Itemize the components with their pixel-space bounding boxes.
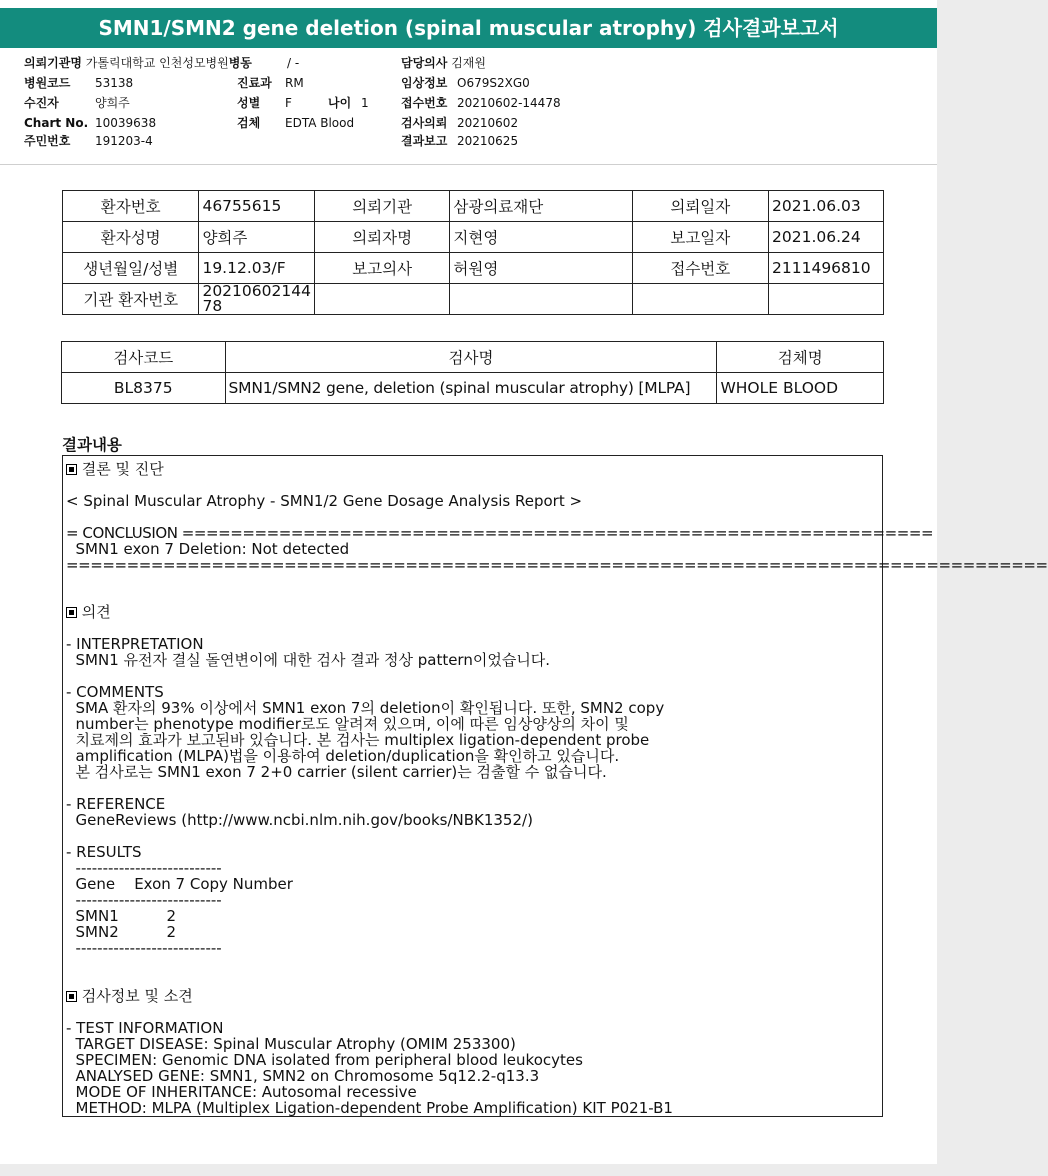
dash-line: --------------------------- — [66, 891, 222, 909]
comment-line: number는 phenotype modifier로도 알려져 있으며, 이에 따른 임상양상의 차이 및 — [66, 715, 629, 733]
conclusion-end-line: ================================================================================= — [66, 556, 1048, 574]
comment-line: 치료제의 효과가 보고된바 있습니다. 본 검사는 multiplex ligation-dependent probe — [66, 731, 650, 749]
table-row — [63, 284, 884, 315]
chart-label: Chart No. — [24, 116, 89, 130]
patient-value: 양희주 — [95, 96, 130, 110]
gene-row: SMN2 2 — [66, 923, 176, 941]
institution-value: 가톨릭대학교 인천성모병원 — [85, 56, 229, 70]
receipt-label: 접수번호 — [401, 96, 448, 110]
doctor-label: 담당의사 — [401, 56, 448, 70]
table-cell: 보고의사 — [314, 253, 449, 284]
sex-value: F — [285, 96, 292, 110]
interpretation-heading: - INTERPRETATION — [66, 635, 204, 653]
table-cell — [632, 284, 768, 315]
specimen-label: 검체 — [237, 116, 261, 130]
report-date-value: 20210625 — [457, 134, 519, 148]
clinical-label: 임상정보 — [401, 76, 448, 90]
table-cell: 환자성명 — [63, 222, 199, 253]
id-label: 주민번호 — [24, 134, 71, 148]
table-cell: 의뢰일자 — [632, 191, 768, 222]
table-cell — [450, 284, 632, 315]
test-info-line: SPECIMEN: Genomic DNA isolated from peripheral blood leukocytes — [66, 1051, 583, 1069]
table-cell: 삼광의료재단 — [450, 191, 632, 222]
test-info-line: MODE OF INHERITANCE: Autosomal recessive — [66, 1083, 417, 1101]
gene-row: SMN1 2 — [66, 907, 176, 925]
results-column-header: Gene Exon 7 Copy Number — [66, 875, 293, 893]
table-cell: WHOLE BLOOD — [717, 373, 884, 404]
comments-heading: - COMMENTS — [66, 683, 164, 701]
dash-line: --------------------------- — [66, 859, 222, 877]
section-test-info: 검사정보 및 소견 — [66, 988, 193, 1004]
test-info-heading: - TEST INFORMATION — [66, 1019, 224, 1037]
table-cell: BL8375 — [62, 373, 226, 404]
age-value: 1 — [361, 96, 369, 110]
test-info-line: ANALYSED GENE: SMN1, SMN2 on Chromosome 5q12.2-q13.3 — [66, 1067, 540, 1085]
comment-line: SMA 환자의 93% 이상에서 SMN1 exon 7의 deletion이 확인됩니다. 또한, SMN2 copy — [66, 699, 665, 717]
section-conclusion: 결론 및 진단 — [66, 461, 164, 477]
table-cell: 2111496810 — [769, 253, 884, 284]
table-cell: 환자번호 — [63, 191, 199, 222]
patient-info-table — [62, 190, 884, 315]
table-header-row — [62, 342, 884, 373]
section-opinion: 의견 — [66, 604, 111, 620]
table-cell: 2021.06.24 — [769, 222, 884, 253]
institution-label: 의뢰기관명 — [24, 56, 82, 70]
table-cell — [314, 284, 449, 315]
results-heading: - RESULTS — [66, 843, 142, 861]
table-cell: 의뢰자명 — [314, 222, 449, 253]
age-label: 나이 — [328, 96, 352, 110]
doctor — [401, 56, 486, 70]
comment-line: 본 검사로는 SMN1 exon 7 2+0 carrier (silent carrier)는 검출할 수 없습니다. — [66, 763, 607, 781]
conclusion-line: = CONCLUSION ============================================================== — [66, 524, 934, 542]
table-cell: 46755615 — [199, 191, 314, 222]
table-cell: 20210602144 78 — [199, 284, 314, 315]
table-cell: 허원영 — [450, 253, 632, 284]
report-date-label: 결과보고 — [401, 134, 448, 148]
test-info-line: METHOD: MLPA (Multiplex Ligation-dependent Probe Amplification) KIT P021-B1 — [66, 1099, 673, 1117]
table-cell: 지현영 — [450, 222, 632, 253]
table-cell: 양희주 — [199, 222, 314, 253]
reference-heading: - REFERENCE — [66, 795, 166, 813]
filled-square-icon — [66, 464, 77, 475]
table-row — [63, 191, 884, 222]
hospital-code-label: 병원코드 — [24, 76, 71, 90]
table-cell: 19.12.03/F — [199, 253, 314, 284]
table-cell: 생년월일/성별 — [63, 253, 199, 284]
receipt-value: 20210602-14478 — [457, 96, 561, 110]
filled-square-icon — [66, 991, 77, 1002]
dept-label: 진료과 — [237, 76, 272, 90]
sex-label: 성별 — [237, 96, 261, 110]
table-row — [63, 253, 884, 284]
results-title: 결과내용 — [62, 436, 122, 454]
table-row — [63, 222, 884, 253]
table-cell: 의뢰기관 — [314, 191, 449, 222]
request-value: 20210602 — [457, 116, 519, 130]
table-cell: SMN1/SMN2 gene, deletion (spinal muscular atrophy) [MLPA] — [225, 373, 717, 404]
test-table — [61, 341, 884, 404]
table-header-cell: 검사명 — [225, 342, 717, 373]
test-info-line: TARGET DISEASE: Spinal Muscular Atrophy (OMIM 253300) — [66, 1035, 516, 1053]
filled-square-icon — [66, 607, 77, 618]
comment-line: amplification (MLPA)법을 이용하여 deletion/duplication을 확인하고 있습니다. — [66, 747, 620, 765]
doctor-value: 김재원 — [451, 56, 486, 70]
patient-label: 수진자 — [24, 96, 59, 110]
id-value: 191203-4 — [95, 134, 153, 148]
header-row-1 — [24, 56, 252, 70]
hospital-code-value: 53138 — [95, 76, 134, 90]
dash-line: --------------------------- — [66, 939, 222, 957]
report-subtitle: < Spinal Muscular Atrophy - SMN1/2 Gene Dosage Analysis Report > — [66, 492, 583, 510]
chart-value: 10039638 — [95, 116, 157, 130]
conclusion-text: SMN1 exon 7 Deletion: Not detected — [66, 540, 350, 558]
report-title: SMN1/SMN2 gene deletion (spinal muscular atrophy) 검사결과보고서 — [0, 8, 937, 48]
reference-text: GeneReviews (http://www.ncbi.nlm.nih.gov/books/NBK1352/) — [66, 811, 533, 829]
table-cell: 2021.06.03 — [769, 191, 884, 222]
table-cell: 기관 환자번호 — [63, 284, 199, 315]
table-cell — [769, 284, 884, 315]
specimen-value: EDTA Blood — [285, 116, 355, 130]
request-label: 검사의뢰 — [401, 116, 448, 130]
ward-label: 병동 — [228, 56, 252, 70]
clinical-value: O679S2XG0 — [457, 76, 530, 90]
table-row — [62, 373, 884, 404]
interpretation-text: SMN1 유전자 결실 돌연변이에 대한 검사 결과 정상 pattern이었습니다. — [66, 651, 551, 669]
table-header-cell: 검체명 — [717, 342, 884, 373]
header-divider — [0, 164, 937, 165]
dept-value: RM — [285, 76, 304, 90]
table-header-cell: 검사코드 — [62, 342, 226, 373]
ward-value: / - — [287, 56, 300, 70]
table-cell: 보고일자 — [632, 222, 768, 253]
table-cell: 접수번호 — [632, 253, 768, 284]
